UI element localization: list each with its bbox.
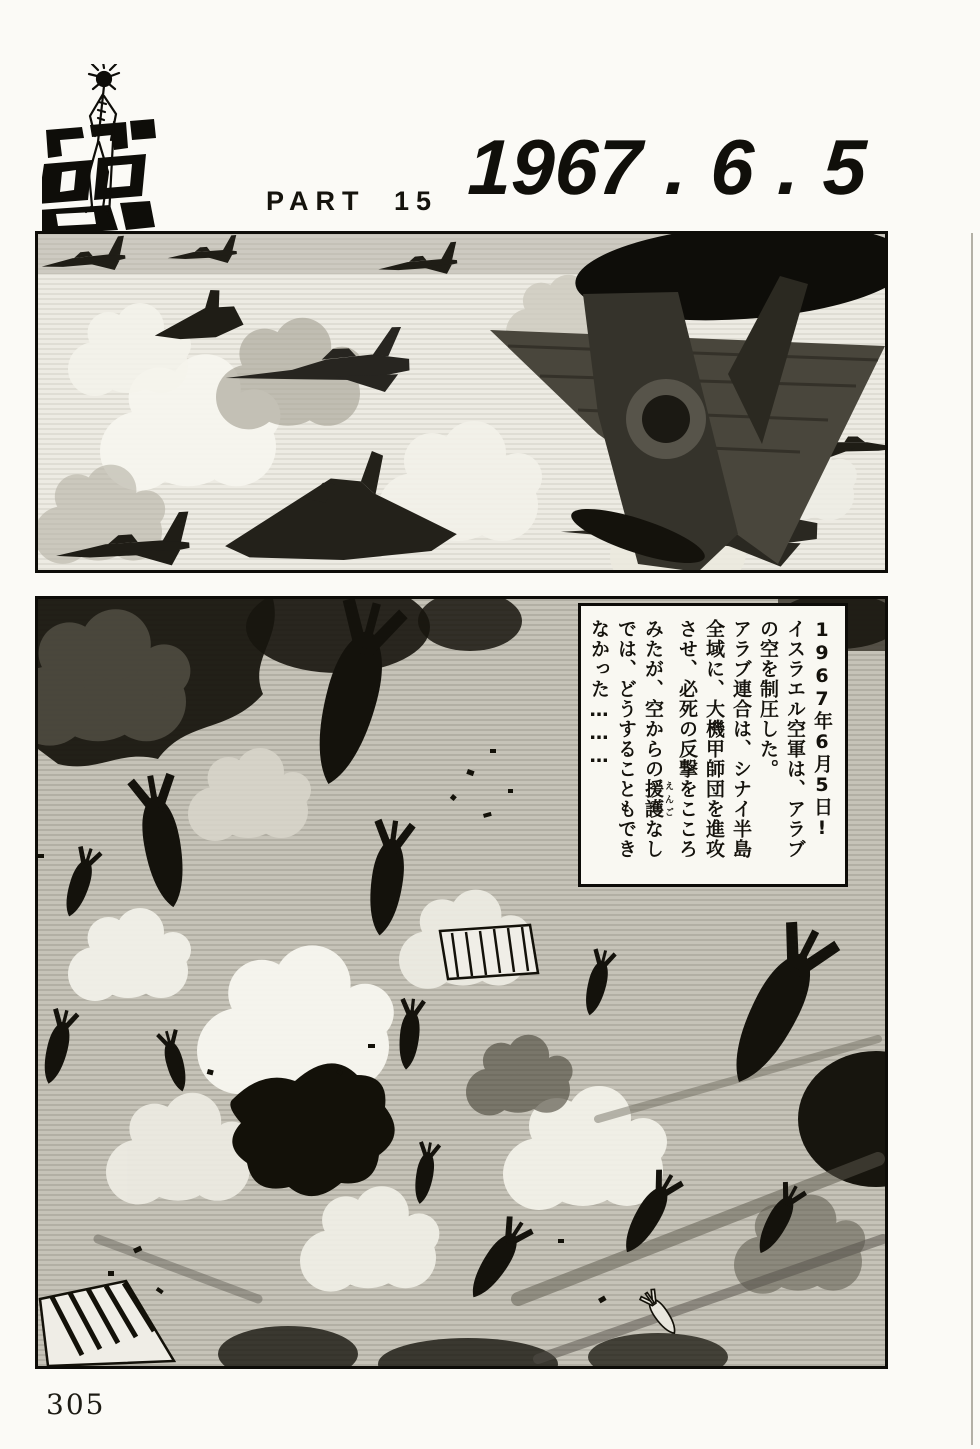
bomb <box>127 772 197 912</box>
bomb <box>409 1141 442 1206</box>
striped-roof <box>40 1281 174 1366</box>
caption-column: なかった……… <box>588 619 610 768</box>
panel-jet-squadron <box>35 231 888 573</box>
jet-squadron-art <box>38 234 885 570</box>
caption-column <box>639 619 673 871</box>
bomb <box>57 845 103 921</box>
caption-column: させ、必死の反撃をこころ <box>676 619 698 859</box>
ruby-annotation <box>642 779 673 819</box>
bomb <box>38 1007 80 1087</box>
bomb <box>156 1028 194 1094</box>
page-number: 305 <box>46 1388 106 1421</box>
engine-nozzle <box>642 395 690 443</box>
explosion <box>230 1063 394 1196</box>
caption-column: 全域に、大機甲師団を進攻 <box>703 619 725 859</box>
hangar-building <box>440 925 538 979</box>
narration-text <box>588 619 835 871</box>
panel-bombing-raid <box>35 596 888 1369</box>
caption-column: の空を制圧した。 <box>757 619 779 779</box>
caption-column: アラブ連合は、シナイ半島 <box>730 619 752 859</box>
date-title: 1967 . 6 . 5 <box>466 123 868 211</box>
page-edge-line <box>971 233 973 1445</box>
bomb <box>359 818 416 938</box>
narration-box <box>578 603 848 887</box>
caption-column: 1967年6月5日! <box>811 619 833 840</box>
bomb <box>393 997 426 1070</box>
caption-text: なし <box>642 819 664 859</box>
ruby-reading: えんご <box>663 779 673 819</box>
caption-column: イスラエル空軍は、アラブ <box>784 619 806 859</box>
golgo13-logo <box>42 64 157 232</box>
bomb <box>578 948 617 1019</box>
caption-text: みたが、空からの <box>642 619 664 779</box>
logo-graphic <box>42 64 157 232</box>
part-label: PART 15 <box>266 186 439 216</box>
caption-column: では、どうすることもでき <box>615 619 637 859</box>
ruby-base: 援護 <box>642 779 664 819</box>
